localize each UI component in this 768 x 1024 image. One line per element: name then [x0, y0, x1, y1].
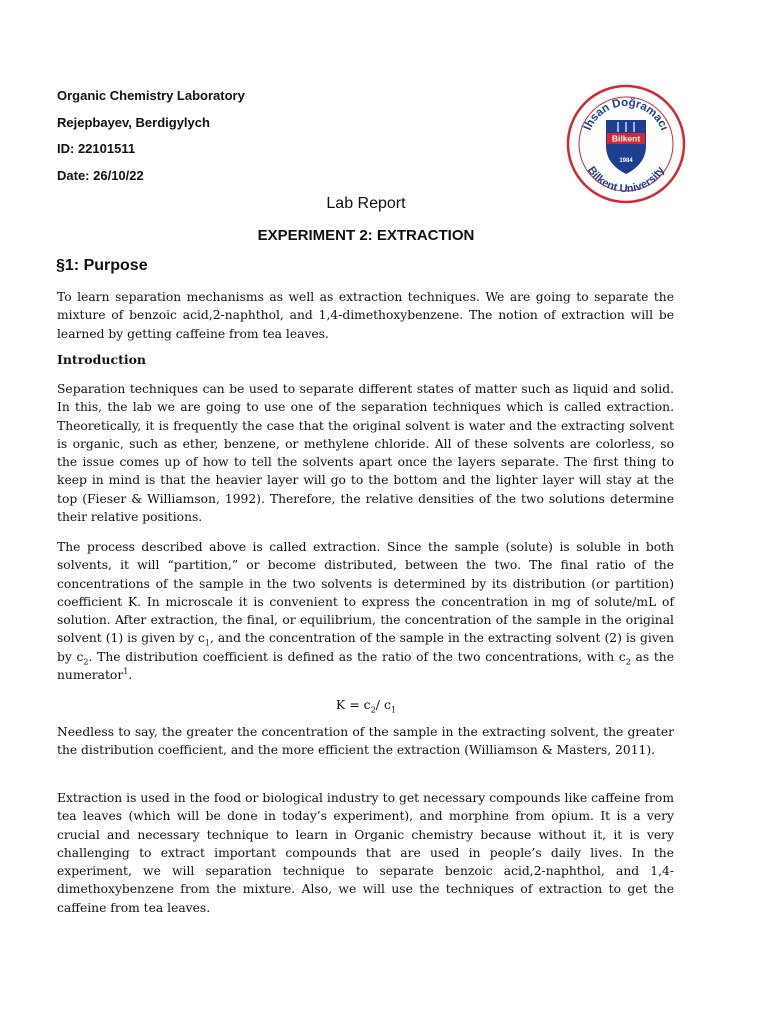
logo-year: 1984	[619, 158, 633, 164]
student-id: ID: 22101511	[57, 141, 136, 156]
header-info	[57, 86, 245, 192]
logo-bottom-text: Bilkent University	[585, 164, 667, 196]
experiment-title: EXPERIMENT 2: EXTRACTION	[257, 227, 475, 244]
logo-center-text: Bilkent	[611, 133, 641, 144]
bilkent-logo	[566, 84, 686, 204]
p2-sub-3: 2	[625, 657, 631, 667]
p2-text-a: The process described above is called extraction. Since the sample (solute) is soluble in both solvents, it will “partition,” or become distributed, between the two. The final ratio of the concentrations of the sample in the two solvents is determined by its distribution (or partition) coefficient K. In microscale it is convenient to express the concentration in mg of solute/mL of solution. After extraction, the final, or equilibrium, the concentration of the sample in the original solvent (1) is given by c	[57, 540, 674, 646]
p2-text-c: . The distribution coefficient is defined as the ratio of the two concentrations, with c	[88, 649, 626, 664]
p2-sub-2: 2	[83, 657, 89, 667]
eq-text-b: / c	[375, 697, 391, 712]
p2-text-d: as the numerator	[57, 649, 675, 683]
eq-text-a: K = c	[335, 697, 371, 712]
introduction-heading: Introduction	[57, 352, 147, 367]
distribution-equation	[0, 697, 732, 715]
lab-name: Organic Chemistry Laboratory	[57, 88, 245, 103]
report-date: Date: 26/10/22	[57, 167, 144, 183]
logo-top-text: İhsan Doğramacı	[581, 96, 671, 133]
p2-end: .	[128, 668, 133, 683]
intro-paragraph-1: Separation techniques can be used to separate different states of matter such as liquid and solid. In this, the lab we are going to use one of the separation techniques which is called extraction. Theoretically, it is frequently the case that the original solvent is water and the extracting solvent is organic, such as ether, benzene, or methylene chloride. All of these solvents are colorless, so the issue comes up of how to tell the solvents apart once the layers separate. The first thing to keep in mind is that the heavier layer will go to the bottom and the lighter layer will stay at the top (Fieser & Williamson, 1992). Therefore, the relative densities of the two solutions determine their relative positions.	[57, 382, 674, 525]
section-purpose-heading: §1: Purpose	[56, 257, 148, 274]
student-name: Rejepbayev, Berdigylych	[57, 114, 210, 130]
eq-sub-1: 2	[370, 705, 376, 715]
p2-footnote: 1	[123, 666, 129, 676]
purpose-paragraph: To learn separation mechanisms as well as extraction techniques. We are going to separate the mixture of benzoic acid,2-naphthol, and 1,4-dimethoxybenzene. The notion of extraction will be learned by getting caffeine from tea leaves.	[57, 290, 674, 341]
intro-paragraph-2	[57, 538, 674, 684]
report-title: Lab Report	[326, 195, 406, 212]
eq-sub-2: 1	[390, 705, 397, 715]
p2-text-b: , and the concentration of the sample in the extracting solvent (2) is given by c	[57, 631, 674, 664]
intro-paragraph-4: Extraction is used in the food or biological industry to get necessary compounds like caffeine from tea leaves (which will be done in today’s experiment), and morphine from opium. It is a very crucial and necessary technique to learn in Organic chemistry because without it, it is very challenging to extract important compounds that are used in people’s daily lives. In the experiment, we will separation technique to separate benzoic acid,2-naphthol, and 1,4-dimethoxybenzene from the mixture. Also, we will use the techniques of extraction to get the caffeine from tea leaves.	[57, 791, 674, 915]
p2-sub-1: 1	[204, 638, 210, 648]
intro-paragraph-3: Needless to say, the greater the concentration of the sample in the extracting solvent, the greater the distribution coefficient, and the more efficient the extraction (Williamson & Masters, 2011).	[57, 725, 674, 758]
